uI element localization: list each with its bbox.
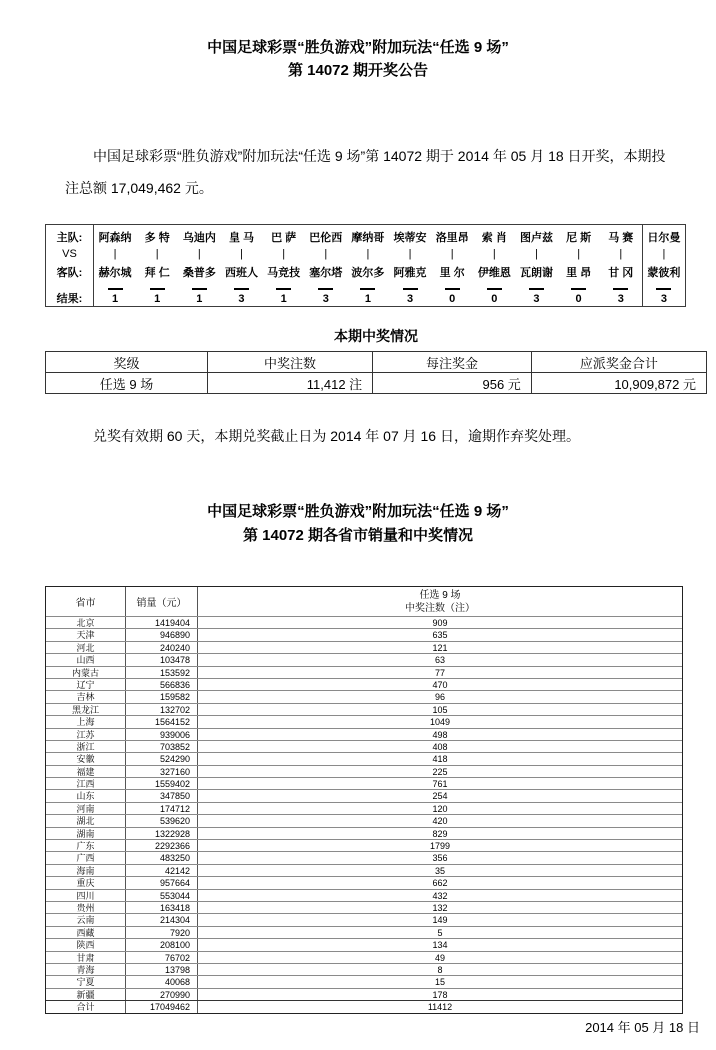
table-row: [46, 926, 682, 938]
province-section-title: [0, 500, 716, 548]
vs-separator: |: [197, 248, 201, 260]
province-name: 天津: [46, 629, 126, 640]
province-name: 西藏: [46, 927, 126, 938]
score-underline: [94, 284, 136, 293]
match-result: 3: [406, 293, 414, 305]
province-name: 广东: [46, 840, 126, 851]
vs-separator: |: [324, 248, 328, 260]
home-team: 乌迪内: [182, 232, 216, 244]
province-wins: 829: [432, 828, 448, 839]
province-sales: 76702: [126, 952, 198, 963]
province-sales: 42142: [126, 865, 198, 876]
province-wins: 132: [432, 902, 448, 913]
home-team: 阿森纳: [98, 232, 132, 244]
table-row: [46, 988, 682, 1000]
match-column: [263, 225, 305, 306]
province-sales: 208100: [126, 939, 198, 950]
province-sales: 553044: [126, 890, 198, 901]
score-underline: [178, 284, 220, 293]
match-column: [178, 225, 220, 306]
province-name: 青海: [46, 964, 126, 975]
page-title-line2: 第 14072 期开奖公告: [287, 62, 429, 79]
prize-summary-title: 本期中奖情况: [334, 328, 418, 344]
away-team: 拜 仁: [144, 267, 170, 279]
match-column: [642, 225, 685, 306]
province-section-title-line2: 第 14072 期各省市销量和中奖情况: [242, 527, 474, 544]
away-team: 伊维恩: [477, 267, 511, 279]
province-wins: 470: [432, 679, 448, 690]
match-column: [220, 225, 262, 306]
match-column: [558, 225, 600, 306]
match-result: 0: [449, 293, 456, 305]
home-team: 尼 斯: [566, 232, 592, 244]
table-row: [46, 938, 682, 950]
match-result: 3: [322, 293, 329, 305]
total-row: [46, 1000, 682, 1012]
province-name: 安徽: [46, 753, 126, 764]
table-row: [46, 715, 682, 727]
province-wins: 8: [437, 964, 443, 975]
vs-separator: |: [492, 248, 496, 260]
match-result: 3: [660, 293, 667, 305]
province-sales: 270990: [126, 989, 198, 1000]
province-sales: 240240: [126, 642, 198, 653]
prize-header-count: 中奖注数: [207, 352, 372, 373]
away-team: 蒙彼利: [647, 267, 681, 279]
province-sales: 539620: [126, 815, 198, 826]
province-sales: 939006: [126, 729, 198, 740]
province-sales-table: [45, 586, 683, 1014]
home-team: 索 肖: [481, 232, 507, 244]
prize-data-row: [46, 373, 707, 394]
match-result: 3: [238, 293, 245, 305]
table-row: [46, 913, 682, 925]
province-wins: 49: [434, 952, 445, 963]
table-row: [46, 728, 682, 740]
province-name: 山东: [46, 790, 126, 801]
match-column: [94, 225, 136, 306]
province-wins: 149: [432, 915, 448, 926]
vs-separator: |: [155, 248, 159, 260]
table-row: [46, 628, 682, 640]
vs-separator: |: [619, 248, 623, 260]
province-name: 浙江: [46, 741, 126, 752]
province-name: 新疆: [46, 989, 126, 1000]
match-result: 0: [491, 293, 498, 305]
province-sales: 524290: [126, 753, 198, 764]
table-row: [46, 752, 682, 764]
province-rows: [46, 616, 682, 1000]
score-underline: [136, 284, 178, 293]
province-sales: 483250: [126, 852, 198, 863]
province-name: 福建: [46, 766, 126, 777]
table-row: [46, 740, 682, 752]
province-sales: 327160: [126, 766, 198, 777]
score-underline: [515, 284, 557, 293]
province-sales: 347850: [126, 790, 198, 801]
province-sales: 7920: [126, 927, 198, 938]
table-row: [46, 765, 682, 777]
header-wins-line2: 中奖注数（注）: [405, 603, 475, 614]
match-column: [473, 225, 515, 306]
page-title: [0, 36, 716, 82]
away-team: 桑普多: [182, 267, 216, 279]
prize-win-count: 11,412 注: [207, 373, 372, 394]
home-team: 埃蒂安: [393, 232, 427, 244]
header-sales: 销量（元）: [126, 587, 198, 616]
province-sales: 1322928: [126, 828, 198, 839]
table-row: [46, 851, 682, 863]
province-name: 吉林: [46, 691, 126, 702]
province-sales: 1559402: [126, 778, 198, 789]
table-row: [46, 814, 682, 826]
redeem-deadline-note: 兑奖有效期 60 天，本期兑奖截止日为 2014 年 07 月 16 日，逾期作弃奖处理。: [93, 428, 580, 444]
province-wins: 356: [432, 853, 448, 864]
province-name: 黑龙江: [46, 704, 126, 715]
prize-header-level: 奖级: [46, 352, 208, 373]
table-row: [46, 864, 682, 876]
score-underline: [263, 284, 305, 293]
home-team: 日尔曼: [647, 232, 681, 244]
table-row: [46, 889, 682, 901]
score-underline: [558, 284, 600, 293]
province-wins: 178: [432, 989, 448, 1000]
vs-separator: |: [662, 248, 666, 260]
prize-header-total: 应派奖金合计: [531, 352, 706, 373]
province-wins: 909: [432, 618, 448, 628]
total-sales: 17049462: [126, 1001, 198, 1012]
province-name: 湖南: [46, 828, 126, 839]
match-columns: [94, 225, 685, 306]
province-wins: 254: [432, 791, 448, 802]
province-wins: 96: [434, 692, 445, 703]
match-column: [431, 225, 473, 306]
score-underline: [643, 284, 685, 293]
away-team: 里 尔: [439, 267, 465, 279]
province-wins: 408: [432, 741, 448, 752]
province-name: 甘肃: [46, 952, 126, 963]
table-row: [46, 963, 682, 975]
intro-paragraph: 中国足球彩票“胜负游戏”附加玩法“任选 9 场”第 14072 期于 2014 年 05 月 18 日开奖，本期投注总额 17,049,462 元。: [65, 148, 666, 196]
vs-separator: |: [535, 248, 538, 260]
province-sales: 214304: [126, 914, 198, 925]
vs-separator: |: [366, 248, 370, 260]
score-underline: [347, 284, 389, 293]
table-row: [46, 876, 682, 888]
match-column: [389, 225, 431, 306]
province-wins: 63: [434, 655, 445, 666]
match-row-labels: [46, 225, 94, 306]
home-team: 巴 萨: [271, 232, 297, 244]
score-underline: [431, 284, 473, 293]
match-result: 0: [575, 293, 582, 305]
province-name: 河南: [46, 803, 126, 814]
match-result: 3: [533, 293, 540, 305]
prize-header-amount: 每注奖金: [373, 352, 532, 373]
province-wins: 498: [432, 729, 448, 740]
province-name: 四川: [46, 890, 126, 901]
province-wins: 1799: [429, 841, 451, 852]
score-underline: [389, 284, 431, 293]
dash-row-spacer: [46, 284, 93, 293]
table-row: [46, 678, 682, 690]
page-title-line1: 中国足球彩票“胜负游戏”附加玩法“任选 9 场”: [207, 39, 509, 56]
province-wins: 662: [432, 878, 448, 889]
province-wins: 121: [432, 642, 448, 653]
province-wins: 120: [432, 803, 448, 814]
away-team: 甘 冈: [608, 267, 634, 279]
match-column: [305, 225, 347, 306]
province-name: 重庆: [46, 877, 126, 888]
province-wins: 225: [432, 766, 448, 777]
match-result: 1: [154, 293, 161, 305]
province-sales: 946890: [126, 629, 198, 640]
away-team: 马竞技: [267, 267, 301, 279]
away-row-label: 客队:: [56, 267, 83, 279]
province-sales: 132702: [126, 704, 198, 715]
province-name: 广西: [46, 852, 126, 863]
table-row: [46, 951, 682, 963]
match-result: 1: [196, 293, 203, 305]
province-sales: 957664: [126, 877, 198, 888]
home-team: 巴伦西: [309, 232, 343, 244]
match-column: [136, 225, 178, 306]
away-team: 西班人: [224, 267, 258, 279]
province-wins: 35: [434, 865, 445, 876]
table-row: [46, 653, 682, 665]
province-sales: 153592: [126, 667, 198, 678]
province-wins: 420: [432, 816, 448, 827]
province-wins: 134: [432, 940, 448, 951]
score-underline: [600, 284, 642, 293]
match-column: [600, 225, 642, 306]
table-row: [46, 789, 682, 801]
match-result: 1: [280, 293, 287, 305]
prize-per-bet: 956 元: [373, 373, 532, 394]
province-name: 江西: [46, 778, 126, 789]
province-wins: 15: [434, 977, 445, 988]
header-province: 省市: [46, 587, 126, 616]
result-row-label: 结果:: [56, 293, 83, 305]
prize-level: 任选 9 场: [46, 373, 208, 394]
province-wins: 105: [432, 704, 448, 715]
match-result: 1: [112, 293, 119, 305]
province-name: 山西: [46, 654, 126, 665]
table-row: [46, 641, 682, 653]
score-underline: [305, 284, 347, 293]
province-wins: 761: [432, 779, 448, 790]
away-team: 里 昂: [566, 267, 592, 279]
match-result: 1: [364, 293, 371, 305]
away-team: 塞尔塔: [309, 267, 343, 279]
match-column: [515, 225, 557, 306]
province-wins: 1049: [429, 717, 451, 728]
province-name: 江苏: [46, 729, 126, 740]
score-underline: [473, 284, 515, 293]
province-sales: 1419404: [126, 617, 198, 628]
vs-separator: |: [282, 248, 286, 260]
province-sales: 174712: [126, 803, 198, 814]
vs-separator: |: [408, 248, 412, 260]
province-sales: 163418: [126, 902, 198, 913]
province-name: 贵州: [46, 902, 126, 913]
province-sales: 566836: [126, 679, 198, 690]
province-name: 上海: [46, 716, 126, 727]
vs-separator: |: [450, 248, 454, 260]
table-row: [46, 839, 682, 851]
province-name: 宁夏: [46, 976, 126, 987]
issue-date: 2014 年 05 月 18 日: [585, 1019, 700, 1035]
province-wins: 432: [432, 890, 448, 901]
home-team: 马 赛: [608, 232, 634, 244]
province-sales: 13798: [126, 964, 198, 975]
header-wins-line1: 任选 9 场: [419, 590, 461, 601]
province-wins: 635: [432, 630, 448, 641]
province-name: 辽宁: [46, 679, 126, 690]
prize-table: [45, 351, 707, 394]
province-name: 陕西: [46, 939, 126, 950]
table-row: [46, 827, 682, 839]
prize-total-amount: 10,909,872 元: [531, 373, 706, 394]
table-row: [46, 901, 682, 913]
province-name: 河北: [46, 642, 126, 653]
score-underline: [220, 284, 262, 293]
away-team: 赫尔城: [98, 267, 132, 279]
prize-header-row: [46, 352, 707, 373]
province-name: 湖北: [46, 815, 126, 826]
province-wins: 5: [437, 927, 443, 938]
table-row: [46, 666, 682, 678]
home-team: 皇 马: [228, 232, 255, 244]
province-wins: 418: [432, 754, 448, 765]
province-name: 北京: [46, 617, 126, 628]
away-team: 瓦朗谢: [519, 267, 553, 279]
province-sales: 103478: [126, 654, 198, 665]
table-row: [46, 802, 682, 814]
vs-separator: |: [113, 248, 117, 260]
province-section-title-line1: 中国足球彩票“胜负游戏”附加玩法“任选 9 场”: [207, 503, 509, 520]
province-name: 内蒙古: [46, 667, 126, 678]
vs-row-label: VS: [62, 248, 77, 260]
table-row: [46, 616, 682, 628]
province-sales: 1564152: [126, 716, 198, 727]
away-team: 阿雅克: [393, 267, 427, 279]
home-team: 摩纳哥: [351, 232, 385, 244]
province-name: 云南: [46, 914, 126, 925]
match-result: 3: [617, 293, 624, 305]
table-row: [46, 690, 682, 702]
province-table-header: [46, 587, 682, 616]
away-team: 波尔多: [351, 267, 385, 279]
vs-separator: |: [577, 248, 581, 260]
total-wins: 11412: [427, 1002, 453, 1013]
province-wins: 77: [434, 667, 445, 678]
province-sales: 159582: [126, 691, 198, 702]
home-row-label: 主队:: [56, 232, 83, 244]
home-team: 图卢兹: [519, 232, 553, 244]
province-sales: 703852: [126, 741, 198, 752]
total-label: 合计: [46, 1001, 126, 1012]
province-sales: 2292366: [126, 840, 198, 851]
home-team: 多 特: [144, 232, 170, 244]
vs-separator: |: [240, 248, 243, 260]
home-team: 洛里昂: [435, 232, 469, 244]
province-sales: 40068: [126, 976, 198, 987]
header-wins: [198, 587, 682, 616]
match-results-table: [45, 224, 686, 307]
province-name: 海南: [46, 865, 126, 876]
table-row: [46, 777, 682, 789]
match-column: [347, 225, 389, 306]
table-row: [46, 975, 682, 987]
table-row: [46, 703, 682, 715]
